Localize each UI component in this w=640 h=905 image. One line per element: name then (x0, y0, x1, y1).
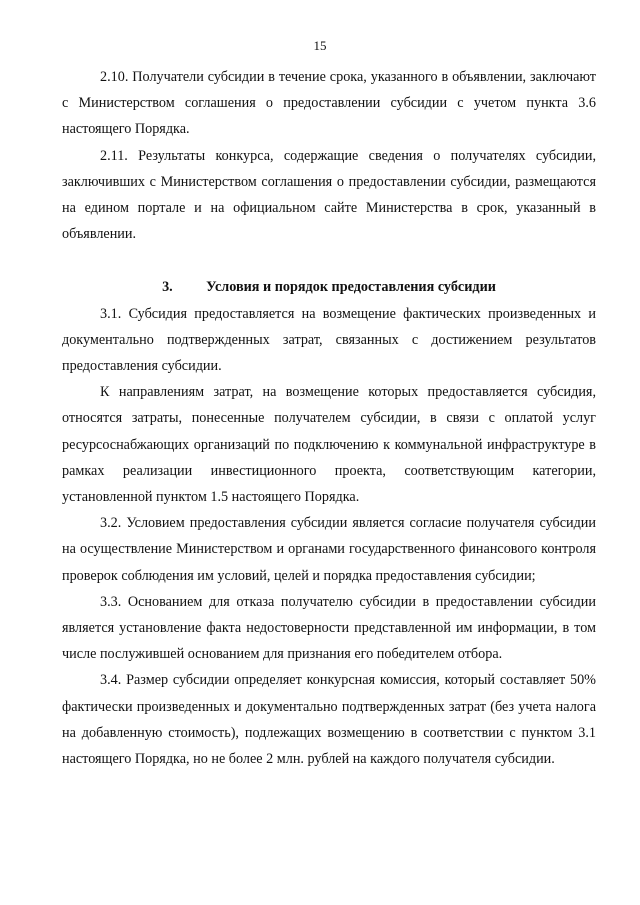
paragraph-3-2: 3.2. Условием предоставления субсидии является согласие получателя субсидии на осуществление Министерством и органами государственного финансового контроля проверок соблюдения им условий, целей и порядка предоставления субсидии; (62, 515, 596, 584)
section-heading (62, 274, 596, 300)
paragraph-3-1: 3.1. Субсидия предоставляется на возмещение фактических произведенных и документально подтвержденных затрат, связанных с достижением результатов предоставления субсидии. (62, 305, 596, 375)
paragraph-3-4: 3.4. Размер субсидии определяет конкурсная комиссия, который составляет 50% фактически произведенных и документально подтвержденных затрат (без учета налога на добавленную стоимость), подлежащих возмещению в соответствии с пунктом 3.1 настоящего Порядка, но не более 2 млн. рублей на каждого получателя субсидии. (62, 672, 596, 768)
paragraph-3-3: 3.3. Основанием для отказа получателю субсидии в предоставлении субсидии является установление факта недостоверности представленной им информации, в том числе послужившей основанием для признания его победителем отбора. (62, 593, 596, 663)
document-body (62, 64, 596, 772)
section-number: 3. (162, 279, 173, 296)
paragraph-2-10: 2.10. Получатели субсидии в течение срока, указанного в объявлении, заключают с Министерством соглашения о предоставлении субсидии с учетом пункта 3.6 настоящего Порядка. (62, 69, 596, 138)
section-title: Условия и порядок предоставления субсидии (206, 279, 496, 296)
page-number: 15 (313, 38, 327, 53)
paragraph-2-11: 2.11. Результаты конкурса, содержащие сведения о получателях субсидии, заключивших с Министерством соглашения о предоставлении субсидии, размещаются на едином портале и на официальном сайте Министерства в срок, указанный в объявлении. (62, 147, 596, 243)
paragraph-cost-directions: К направлениям затрат, на возмещение которых предоставляется субсидия, относятся затраты, понесенные получателем субсидии, в связи с оплатой услуг ресурсоснабжающих организаций по подключению к коммунальной инфраструктуре в рамках реализации инвестиционного проекта, соответствующим категории, установленной пунктом 1.5 настоящего Порядка. (62, 384, 596, 506)
